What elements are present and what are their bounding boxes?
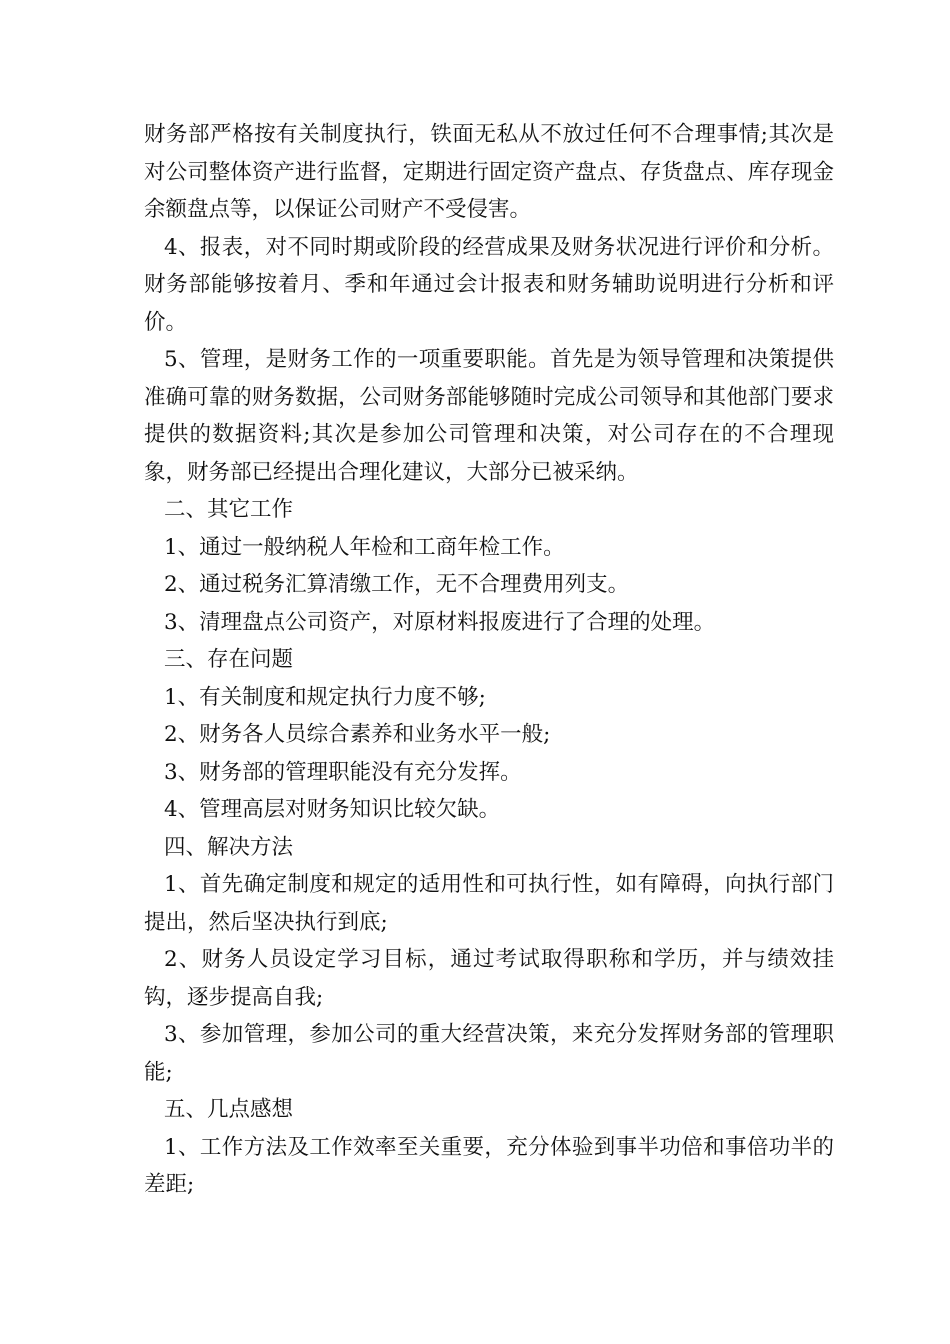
paragraph-solution-1: 1、首先确定制度和规定的适用性和可执行性，如有障碍，向执行部门提出，然后坚决执行到底; (144, 872, 834, 935)
section-heading-problems: 三、存在问题 (164, 647, 294, 672)
paragraph-problem-2: 2、财务各人员综合素养和业务水平一般; (164, 722, 551, 747)
paragraph-thought-1: 1、工作方法及工作效率至关重要，充分体验到事半功倍和事倍功半的差距; (144, 1134, 834, 1197)
paragraph-solution-2: 2、财务人员设定学习目标，通过考试取得职称和学历，并与绩效挂钩，逐步提高自我; (144, 947, 834, 1010)
section-heading-thoughts: 五、几点感想 (164, 1097, 294, 1122)
paragraph-continued: 财务部严格按有关制度执行，铁面无私从不放过任何不合理事情;其次是对公司整体资产进行监督，定期进行固定资产盘点、存货盘点、库存现金余额盘点等，以保证公司财产不受侵害。 (144, 122, 834, 222)
paragraph-item-4-reports: 4、报表，对不同时期或阶段的经营成果及财务状况进行评价和分析。财务部能够按着月、季和年通过会计报表和财务辅助说明进行分析和评价。 (144, 234, 834, 335)
paragraph-other-work-3: 3、清理盘点公司资产，对原材料报废进行了合理的处理。 (164, 609, 716, 635)
paragraph-problem-3: 3、财务部的管理职能没有充分发挥。 (164, 759, 522, 785)
paragraph-problem-4: 4、管理高层对财务知识比较欠缺。 (164, 797, 501, 822)
paragraph-other-work-1: 1、通过一般纳税人年检和工商年检工作。 (164, 534, 565, 560)
document-body (144, 116, 834, 1204)
paragraph-solution-3: 3、参加管理，参加公司的重大经营决策，来充分发挥财务部的管理职能; (144, 1022, 834, 1085)
paragraph-problem-1: 1、有关制度和规定执行力度不够; (164, 684, 486, 710)
section-heading-other-work: 二、其它工作 (164, 497, 294, 522)
paragraph-item-5-management: 5、管理，是财务工作的一项重要职能。首先是为领导管理和决策提供准确可靠的财务数据，公司财务部能够随时完成公司领导和其他部门要求提供的数据资料;其次是参加公司管理和决策，对公司存在的不合理现象，财务部已经提出合理化建议，大部分已被采纳。 (144, 347, 834, 485)
paragraph-other-work-2: 2、通过税务汇算清缴工作，无不合理费用列支。 (164, 572, 630, 597)
section-heading-solutions: 四、解决方法 (164, 834, 294, 860)
